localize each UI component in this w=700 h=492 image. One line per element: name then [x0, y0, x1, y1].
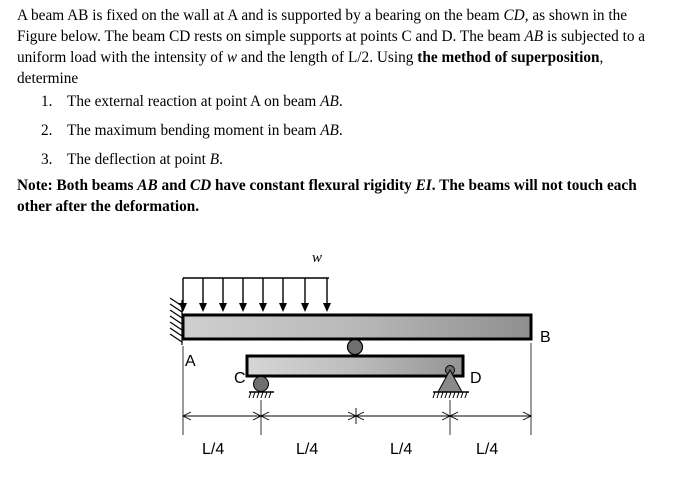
label-d: D — [470, 370, 482, 387]
beam-cd-ref: CD — [503, 7, 525, 24]
label-a: A — [185, 353, 196, 370]
note-text-2: and — [157, 177, 190, 194]
problem-text-4: and the length of L/2. Using — [237, 49, 418, 66]
note-text-1: Note: Both beams — [17, 177, 138, 194]
fixed-wall-support — [170, 298, 182, 345]
problem-text-5: , determine — [17, 49, 604, 87]
note-beam-cd: CD — [189, 177, 212, 194]
task-list — [41, 91, 343, 178]
beam-ab-ref: AB — [524, 28, 544, 45]
label-b: B — [540, 329, 551, 346]
problem-text-2: , as shown in the Figure below. The beam CD rests on simple supports at points C and D. The beam — [17, 7, 628, 45]
task-ref: AB — [320, 122, 339, 139]
beam-ab — [183, 315, 531, 339]
dimension-label: L/4 — [476, 441, 499, 458]
task-ref: AB — [320, 93, 339, 110]
label-c: C — [234, 370, 246, 387]
task-end: . — [219, 151, 223, 168]
support-c-roller — [249, 377, 274, 399]
dimension-label: L/4 — [202, 441, 225, 458]
load-label: w — [312, 250, 323, 266]
task-item — [41, 149, 343, 178]
task-number: 3. — [41, 151, 53, 168]
task-text: The deflection at point — [67, 151, 210, 168]
load-arrowheads — [179, 303, 331, 312]
task-ref: B — [209, 151, 220, 168]
bearing-roller — [348, 340, 363, 355]
note-ei: EI — [415, 177, 432, 194]
task-item — [41, 120, 343, 149]
note-beam-ab: AB — [137, 177, 158, 194]
problem-statement — [17, 5, 657, 89]
dimension-label: L/4 — [296, 441, 319, 458]
task-text: The maximum bending moment in beam — [67, 122, 321, 139]
dimension-line — [183, 408, 531, 424]
problem-text-1: A beam AB is fixed on the wall at A and is supported by a bearing on the beam — [17, 7, 504, 24]
task-item — [41, 91, 343, 120]
task-number: 1. — [41, 93, 53, 110]
task-end: . — [338, 122, 343, 139]
load-intensity-ref: w — [226, 49, 238, 66]
note — [17, 175, 667, 217]
problem-text-3: is subjected to a uniform load with the intensity of — [17, 28, 646, 66]
task-end: . — [338, 93, 343, 110]
beam-cd — [247, 356, 463, 376]
note-text-3: have constant flexural rigidity — [211, 177, 416, 194]
task-number: 2. — [41, 122, 53, 139]
dimension-label: L/4 — [390, 441, 413, 458]
beam-figure — [150, 240, 570, 475]
task-text: The external reaction at point A on beam — [67, 93, 321, 110]
note-text-4: . The beams will not touch each other after the deformation. — [17, 177, 637, 215]
method-emphasis: the method of superposition — [417, 49, 600, 66]
beam-diagram — [150, 240, 570, 475]
